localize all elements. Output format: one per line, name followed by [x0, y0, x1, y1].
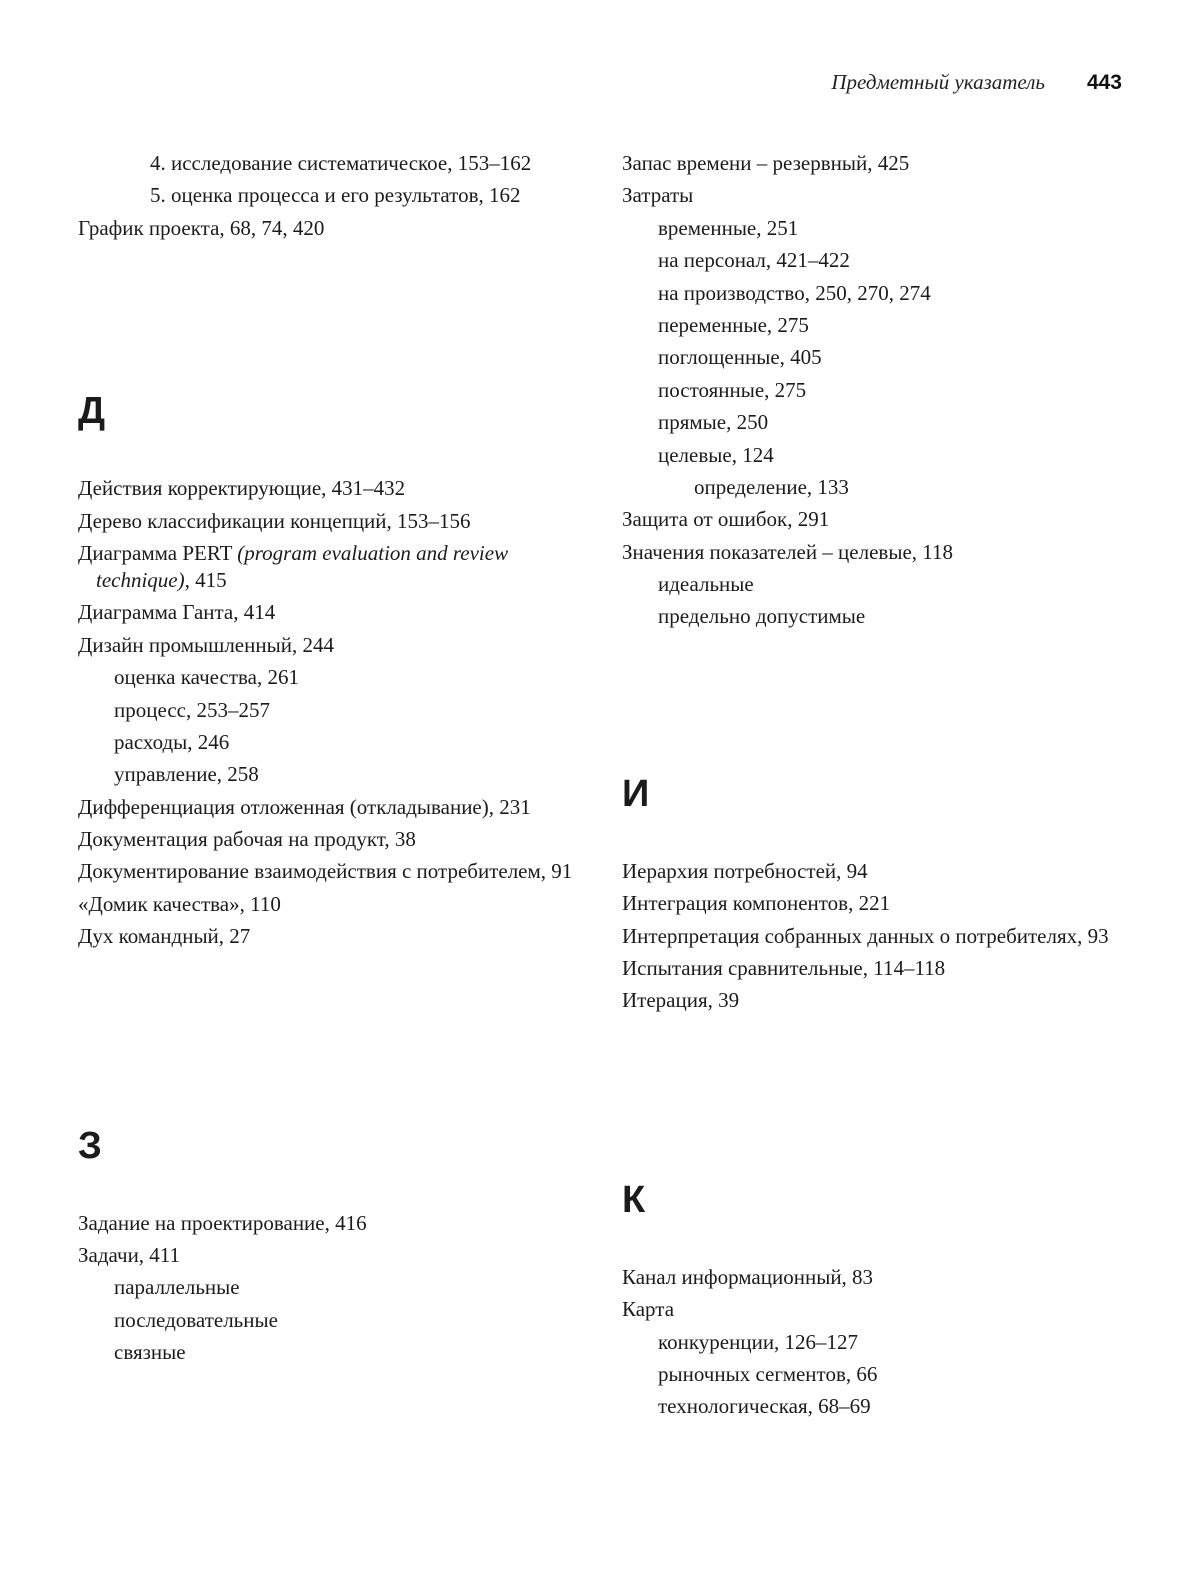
right-column: [622, 150, 1142, 1426]
index-entry: технологическая, 68–69: [658, 1394, 871, 1419]
index-entry: конкуренции, 126–127: [658, 1329, 859, 1354]
index-entry: управление, 258: [114, 762, 259, 787]
section-letter-z: З: [78, 1124, 102, 1167]
index-entry: Задание на проектирование, 416: [78, 1210, 367, 1235]
index-entry: оценка качества, 261: [114, 665, 299, 690]
index-entry: поглощенные, 405: [658, 345, 822, 370]
index-entry: График проекта, 68, 74, 420: [78, 215, 325, 240]
entry-pages: , 415: [184, 567, 227, 592]
index-entry: Действия корректирующие, 431–432: [78, 476, 406, 501]
index-entry: Дерево классификации концепций, 153–156: [78, 508, 471, 533]
entry-italic-note: (program evaluation and review technique): [96, 540, 509, 592]
index-entry: процесс, 253–257: [114, 697, 270, 722]
right-top-entries: [622, 150, 1142, 630]
index-entry: Иерархия потребностей, 94: [622, 858, 868, 883]
left-column: [78, 150, 598, 1372]
index-entry: связные: [114, 1340, 186, 1365]
index-entry: переменные, 275: [658, 312, 809, 337]
section-letter-i: И: [622, 772, 650, 815]
index-entry: рыночных сегментов, 66: [658, 1361, 878, 1386]
left-top-entries: [78, 150, 598, 242]
index-entry: на персонал, 421–422: [658, 248, 850, 273]
index-entry: параллельные: [114, 1275, 240, 1300]
index-entry: «Домик качества», 110: [78, 891, 281, 916]
index-entry: последовательные: [114, 1307, 278, 1332]
index-entry-pert: [78, 540, 598, 594]
index-entry: 4. исследование систематическое, 153–162: [150, 151, 532, 175]
page-number: 443: [1086, 71, 1122, 94]
index-entry: Канал информационный, 83: [622, 1264, 874, 1289]
index-entry: Итерация, 39: [622, 988, 740, 1013]
index-entry: Затраты: [622, 183, 694, 208]
index-entry: постоянные, 275: [658, 377, 807, 402]
index-entry: Дизайн промышленный, 244: [78, 632, 334, 657]
index-entry: предельно допустимые: [658, 604, 866, 629]
index-entry: Дифференциация отложенная (откладывание), 231: [78, 794, 531, 819]
section-d-entries: [78, 475, 598, 950]
index-entry: Защита от ошибок, 291: [622, 507, 830, 532]
section-letter-k: К: [622, 1178, 646, 1221]
running-title: Предметный указатель: [831, 70, 1045, 94]
index-entry: целевые, 124: [658, 442, 774, 467]
index-entry: расходы, 246: [114, 729, 230, 754]
section-i-entries: [622, 858, 1142, 1015]
entry-term: Диаграмма PERT: [78, 540, 233, 565]
index-entry: 5. оценка процесса и его результатов, 162: [150, 183, 521, 208]
index-entry: Диаграмма Ганта, 414: [78, 600, 276, 625]
index-entry: Задачи, 411: [78, 1243, 181, 1268]
index-entry: временные, 251: [658, 215, 799, 240]
index-entry: прямые, 250: [658, 410, 769, 435]
index-entry: Документация рабочая на продукт, 38: [78, 827, 416, 852]
index-entry: Значения показателей – целевые, 118: [622, 539, 953, 564]
index-entry: Интеграция компонентов, 221: [622, 891, 891, 916]
index-entry: идеальные: [658, 572, 754, 597]
index-entry: на производство, 250, 270, 274: [658, 280, 931, 305]
index-entry: Испытания сравнительные, 114–118: [622, 956, 946, 981]
index-entry: определение, 133: [694, 474, 849, 499]
section-k-entries: [622, 1264, 1142, 1421]
index-entry: Документирование взаимодействия с потребителем, 91: [78, 859, 573, 884]
index-entry: Карта: [622, 1297, 675, 1322]
page-header: [831, 70, 1122, 100]
index-entry: Запас времени – резервный, 425: [622, 151, 910, 175]
index-entry: Дух командный, 27: [78, 924, 251, 949]
section-letter-d: Д: [78, 390, 106, 433]
section-z-entries: [78, 1210, 598, 1367]
index-entry: Интерпретация собранных данных о потребителях, 93: [622, 923, 1109, 948]
